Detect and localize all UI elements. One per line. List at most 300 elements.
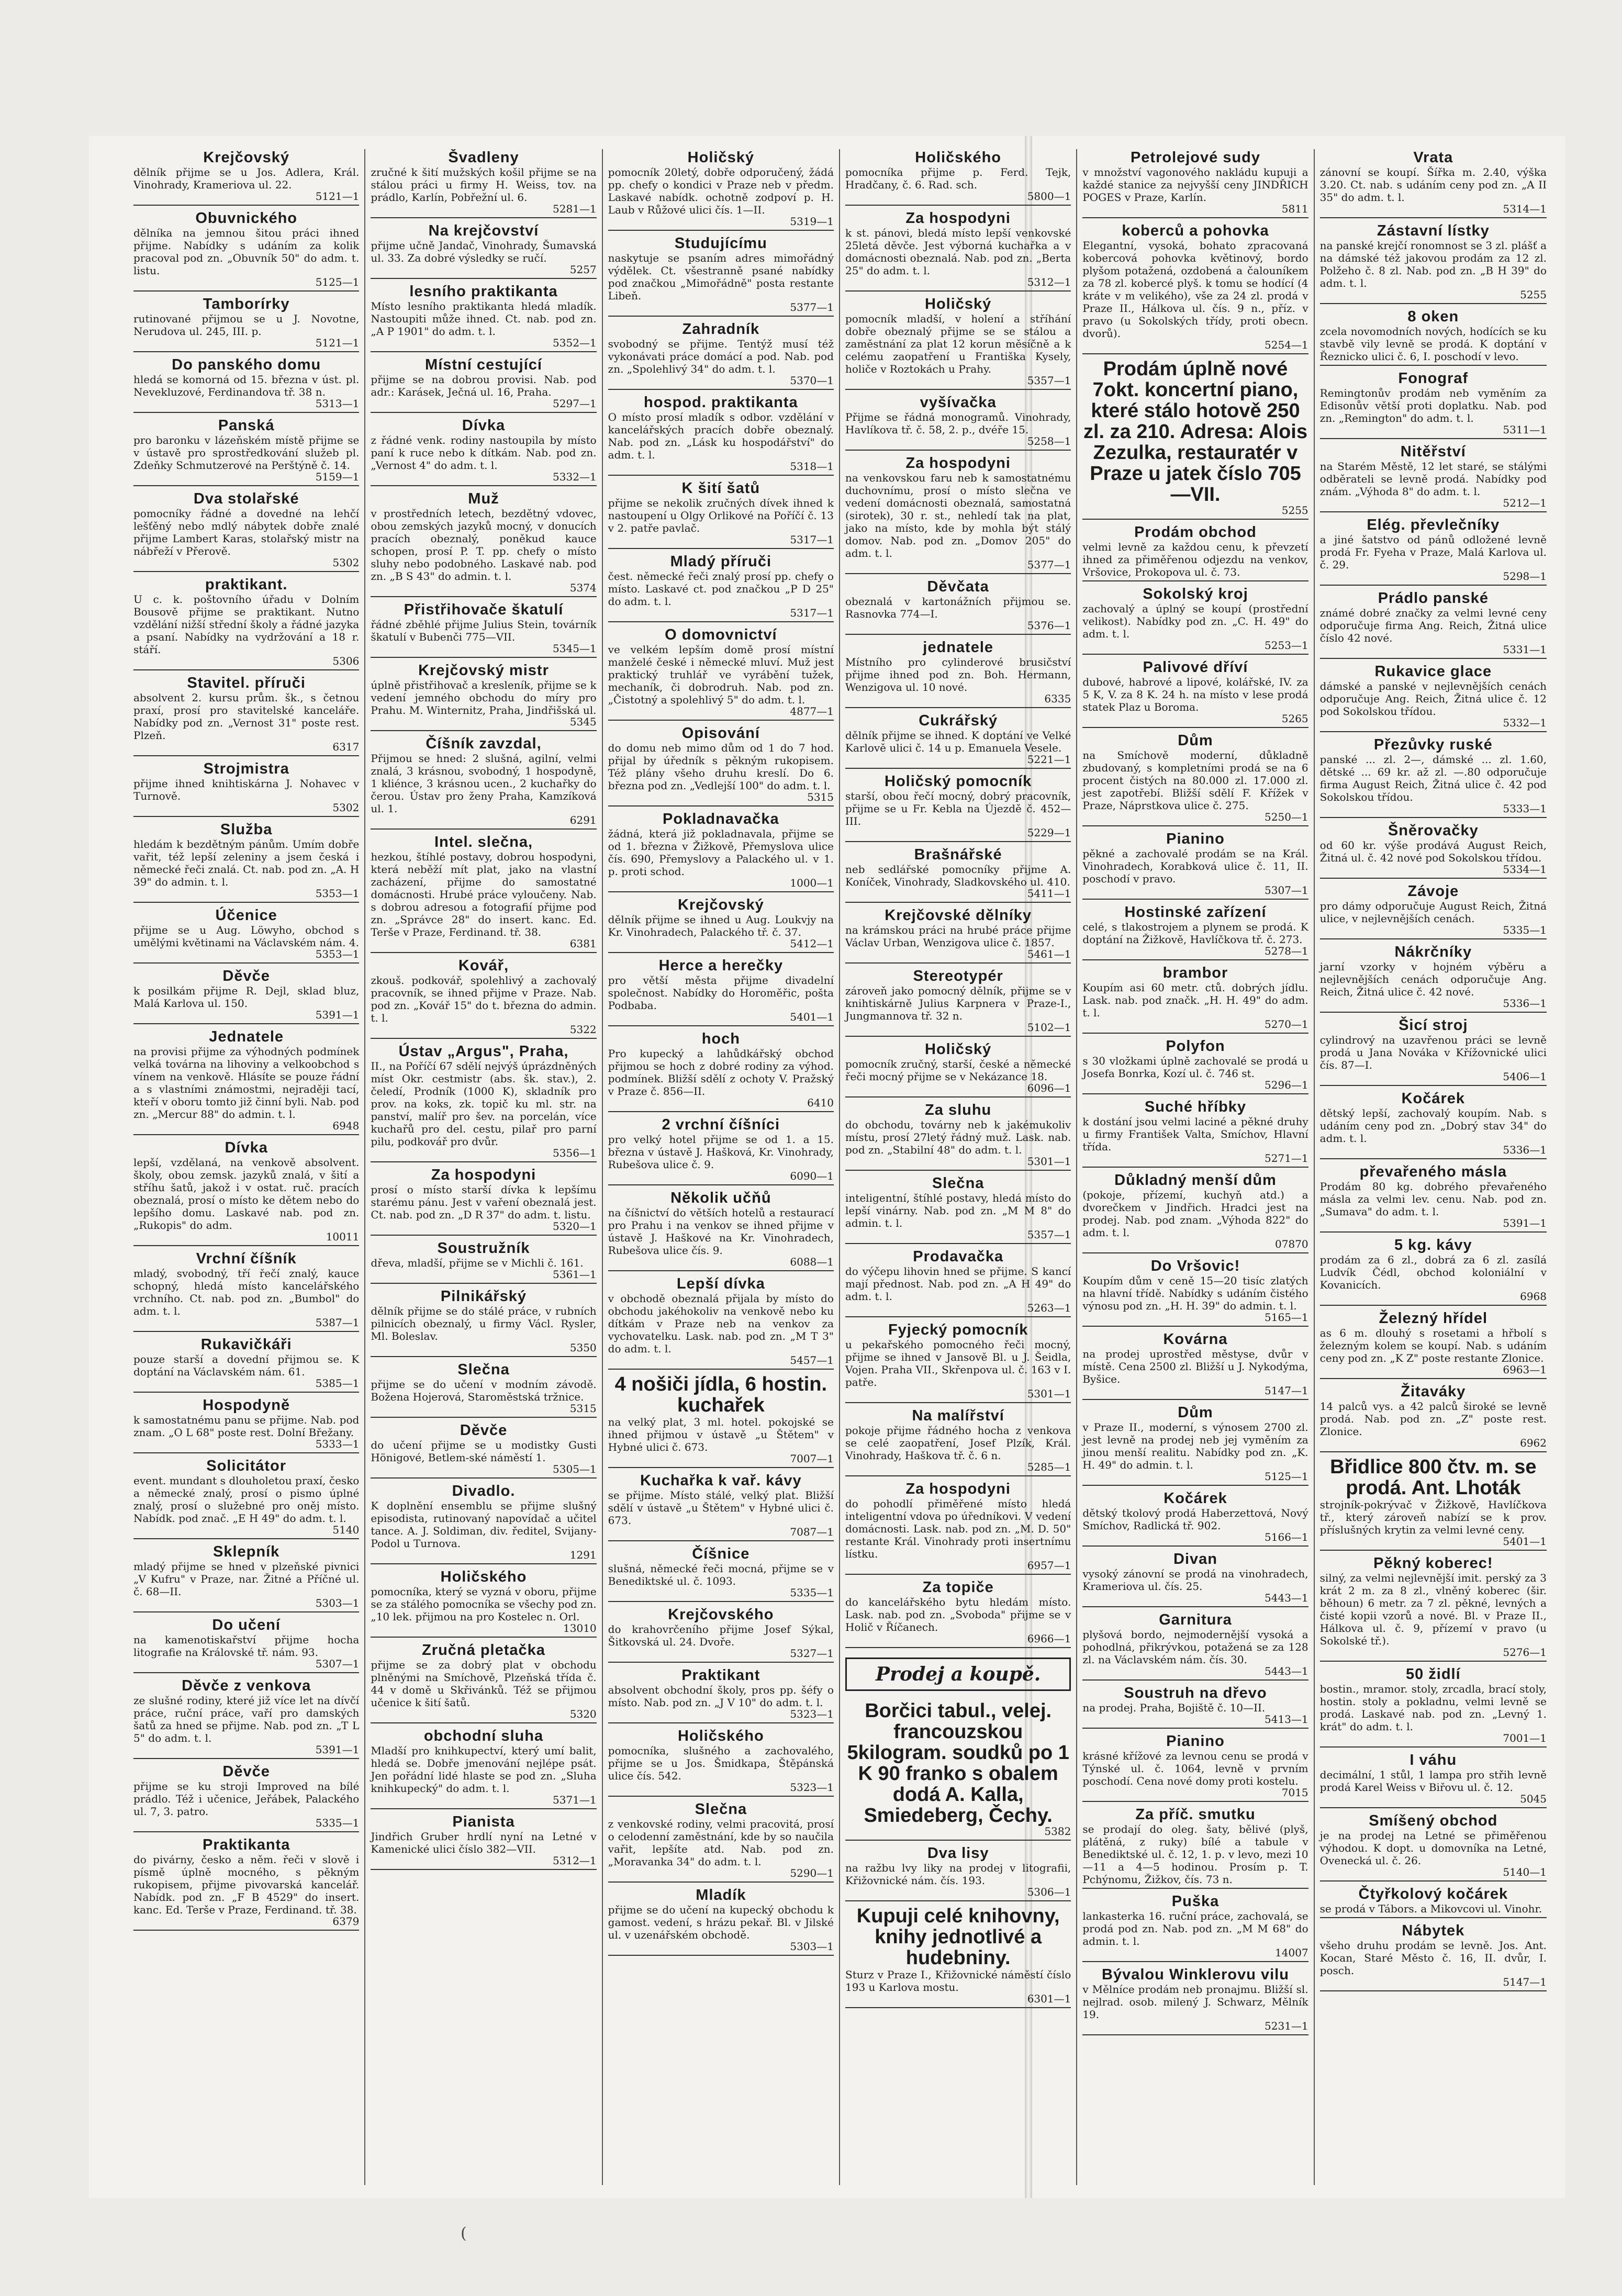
- ad-heading: Vrchní číšník: [196, 1250, 297, 1267]
- ad-body: dětský lepší, zachovalý koupím. Nab. s udáním ceny pod zn. „Dobrý stav 34" do adm. t. l.: [1319, 1107, 1547, 1145]
- ad-code: 5323—1: [790, 1708, 834, 1720]
- classified-ad: [1320, 883, 1547, 939]
- ad-heading: Dívka: [462, 417, 506, 434]
- ad-body: na kamenotiskařství přijme hocha litografie na Královské tř. nám. 93.: [133, 1633, 360, 1659]
- ad-body: do domu neb mimo dům od 1 do 7 hod. přijal by úředník s pěkným rukopisem. Též plány všeho druhu kreslí. Do 6. března pod zn. „Vedlejší 100" do adm. t. l.: [608, 742, 834, 792]
- ad-code: 5323—1: [790, 1781, 834, 1794]
- ad-divider: [845, 1036, 1071, 1037]
- ad-body: Místního pro cylinderové brusičství přijme ihned pod zn. Boh. Hermann, Wenzigova ul. 10 nové.: [845, 656, 1071, 693]
- ad-code: 5374: [569, 581, 597, 594]
- ad-heading: Panská: [218, 417, 275, 434]
- classified-ad: [1082, 732, 1308, 826]
- ad-divider: [1082, 825, 1308, 826]
- ad-code: 5332—1: [1503, 716, 1547, 729]
- ad-code: 5166—1: [1265, 1531, 1308, 1543]
- ad-divider: [845, 1647, 1071, 1648]
- ad-heading: Polyfon: [1166, 1038, 1225, 1055]
- ad-body: Remingtonův prodám neb vyměním za Edisonův větší proti doplatku. Nab. pod zn. „Remington" do adm. t. l.: [1319, 387, 1547, 424]
- ad-code: 5413—1: [1265, 1713, 1308, 1726]
- ad-divider: [1320, 1550, 1547, 1551]
- ad-code: 5443—1: [1265, 1665, 1308, 1677]
- classified-ad: [845, 1700, 1071, 1841]
- ad-heading: Solicitátor: [206, 1458, 287, 1474]
- ad-divider: [371, 1563, 596, 1564]
- ad-heading: Borčici tabul., velej. francouzskou 5kilogram. soudků po 1 K 90 franko s obalem dodá A. Kalla, Smiedeberg, Čechy.: [847, 1700, 1069, 1827]
- classified-ad: [608, 1374, 834, 1468]
- ad-heading: Šicí stroj: [1399, 1017, 1468, 1034]
- ad-code: 4877—1: [790, 705, 834, 718]
- ad-code: 5254—1: [1265, 339, 1308, 351]
- ad-divider: [1082, 1545, 1308, 1547]
- classified-ad: [1082, 1258, 1308, 1327]
- classified-ad: [133, 417, 359, 486]
- classified-ad: [1082, 1172, 1308, 1253]
- ad-divider: [371, 1235, 596, 1236]
- ad-body: (pokoje, přízemí, kuchyň atd.) a dvorečkem v Jindřich. Hradci jest na prodej. Nab. pod znam. „Výhoda 822" do adm. t. l.: [1082, 1189, 1308, 1239]
- classified-ad: [371, 417, 596, 486]
- ad-code: 10011: [326, 1230, 360, 1243]
- ad-heading: K šití šatů: [681, 480, 760, 497]
- ad-divider: [133, 1831, 359, 1832]
- ad-body: cylindrový na uzavřenou práci se levně prodá u Jana Nováka v Křížovnické ulici čís. 87—I.: [1319, 1034, 1547, 1071]
- ad-heading: Dva stolařské: [193, 490, 299, 507]
- ad-heading: Petrolejové sudy: [1130, 149, 1261, 166]
- ad-divider: [1082, 1728, 1308, 1729]
- classified-ad: [133, 1836, 359, 1931]
- classified-ad: [608, 1606, 834, 1663]
- ad-code: 5270—1: [1265, 1018, 1308, 1031]
- classified-ad: [1082, 1038, 1308, 1094]
- classified-ad: [845, 578, 1071, 635]
- ad-heading: Pěkný koberec!: [1373, 1555, 1493, 1572]
- ad-divider: [1082, 899, 1308, 900]
- ad-heading: Prodám obchod: [1134, 524, 1257, 541]
- classified-ad: [608, 149, 834, 231]
- ad-heading: Za hospodyni: [905, 1481, 1011, 1497]
- classified-ad: [845, 1041, 1071, 1097]
- ad-heading: Suché hříbky: [1144, 1099, 1247, 1115]
- ad-divider: [845, 1475, 1071, 1476]
- ad-divider: [845, 2007, 1071, 2008]
- classified-ad: [133, 1677, 359, 1759]
- ad-code: 5165—1: [1265, 1311, 1308, 1324]
- ad-code: 5331—1: [1503, 643, 1547, 656]
- ad-body: do krahovrčeního přijme Josef Sýkal, Šitkovská ul. 24. Dvoře.: [608, 1623, 834, 1648]
- ad-divider: [608, 805, 834, 807]
- ad-heading: Žitaváky: [1401, 1383, 1466, 1400]
- ad-body: přijme se do učení na kupecký obchodu k gamost. vedení, s hrázu pekař. Bl. v Jilské ul. v uzenářském obchodě.: [608, 1903, 834, 1941]
- classified-ad: [1320, 1457, 1547, 1551]
- ad-heading: Děvče z venkova: [182, 1677, 311, 1694]
- ad-divider: [371, 657, 596, 658]
- ad-body: do kancelářského bytu hledám místo. Lask. nab. pod zn. „Svoboda" přijme se v Holič v Říčanech.: [845, 1596, 1071, 1633]
- ad-heading: Jednatele: [209, 1028, 284, 1045]
- ad-body: pomocníka přijme p. Ferd. Tejk, Hradčany, č. 6. Rad. sch.: [845, 166, 1071, 191]
- ad-code: 5411—1: [1027, 887, 1071, 900]
- ad-code: 7087—1: [790, 1526, 834, 1538]
- ad-divider: [1082, 1679, 1308, 1681]
- ad-divider: [1320, 731, 1547, 732]
- ad-body: na prodej uprostřed městyse, dvůr v místě. Cena 2500 zl. Bližší u J. Nykodýma, Byšice.: [1082, 1348, 1308, 1385]
- ad-heading: Několik učňů: [670, 1190, 771, 1206]
- ad-code: 6963—1: [1503, 1363, 1547, 1376]
- ad-heading: Krejčovský: [677, 897, 764, 913]
- ad-divider: [845, 1096, 1071, 1097]
- ad-heading: Prodám úplně nové 7okt. koncertní piano, které stálo hotově 250 zl. za 210. Adresa: Alois Zezulka, restauratér v Praze u jatek číslo 705—VII.: [1083, 358, 1307, 506]
- ad-body: obeznalá v kartonážních přijmou se. Rasnovka 774—I.: [845, 595, 1071, 620]
- classified-ad: [1320, 736, 1547, 818]
- ad-divider: [371, 1869, 596, 1870]
- ad-divider: [133, 1611, 359, 1612]
- ad-heading: Holičský: [925, 1041, 992, 1058]
- ad-heading: Čtyřkolový kočárek: [1358, 1886, 1508, 1902]
- classified-ad: [845, 639, 1071, 708]
- ad-code: 5317—1: [790, 533, 834, 546]
- classified-ad: [1082, 1893, 1308, 1962]
- ad-code: 5457—1: [790, 1354, 834, 1367]
- ad-body: u pekařského pomocného řeči mocný, přijme se ihned v Jansově Bl. u J. Šeidla, Vojen. Praha VII., Skřenpova ul. č. 163 v I. patře.: [845, 1338, 1071, 1388]
- ad-heading: Krejčovské dělníky: [885, 907, 1032, 924]
- ad-heading: vyšívačka: [920, 394, 997, 411]
- ad-divider: [1082, 1093, 1308, 1094]
- ad-divider: [1320, 938, 1547, 939]
- ad-divider: [371, 1808, 596, 1809]
- classified-ad: [1082, 965, 1308, 1034]
- ad-divider: [608, 389, 834, 390]
- ad-code: 5391—1: [315, 1743, 360, 1756]
- ad-divider: [1082, 1033, 1308, 1034]
- ad-heading: Krejčovský mistr: [418, 662, 549, 679]
- ad-code: 5401—1: [1503, 1535, 1547, 1548]
- ad-body: ve velkém lepším domě prosí místní manželé české i německé mluví. Muž jest praktický truhlář ve vyrábění tužek, mechaník, či dobrodruh. Nab. pod zn. „Čistotný a spolehlivý 5" do adm. t. l.: [608, 643, 834, 706]
- ad-heading: Zahradník: [682, 321, 760, 338]
- classified-ad: [845, 1906, 1071, 2008]
- classified-ad: [371, 1240, 596, 1284]
- classified-ad: [1082, 831, 1308, 900]
- ad-code: 5315: [569, 1402, 597, 1415]
- ad-code: 5357—1: [1027, 1228, 1071, 1241]
- classified-ad: [608, 1275, 834, 1370]
- ad-heading: Pokladnavačka: [663, 811, 779, 827]
- ad-heading: Krejčovský: [203, 149, 290, 166]
- ad-divider: [371, 1417, 596, 1418]
- ad-body: dělník přijme se ihned. K doptání ve Velké Karlově ulici č. 14 u p. Emanuela Vesele.: [845, 729, 1071, 754]
- ad-divider: [133, 412, 359, 413]
- ad-heading: Pianista: [452, 1813, 515, 1830]
- ad-heading: 50 židlí: [1405, 1666, 1461, 1683]
- ad-divider: [133, 1134, 359, 1135]
- ad-code: 5140: [332, 1524, 360, 1536]
- ad-body: zánovní se koupí. Šířka m. 2.40, výška 3.20. Ct. nab. s udáním ceny pod zn. „A II 35" do adm. t. l.: [1319, 166, 1547, 204]
- ad-body: dětský tkolový prodá Haberzettová, Nový Smíchov, Radlická tř. 902.: [1082, 1507, 1308, 1532]
- ad-divider: [371, 1038, 596, 1039]
- classified-ad: [845, 296, 1071, 390]
- classified-ad: [371, 1043, 596, 1162]
- classified-ad: [371, 1288, 596, 1357]
- ad-heading: Číšnice: [692, 1545, 750, 1562]
- ad-body: pomocníky řádné a dovedné na lehčí lešťěný nebo mdlý nábytek dobře znalé přijme Lambert Karas, stolařský mistr na nábřeží v Přerově.: [133, 507, 360, 557]
- ad-code: 5345: [569, 715, 597, 728]
- classified-ad: [133, 576, 359, 670]
- ad-heading: Zručná pletačka: [422, 1642, 545, 1659]
- ad-heading: hospod. praktikanta: [644, 394, 798, 411]
- ad-code: 5265: [1281, 712, 1308, 725]
- classified-ad: [1320, 1017, 1547, 1086]
- ad-heading: Sokolský kroj: [1143, 586, 1248, 602]
- ad-heading: Prodavačka: [913, 1248, 1004, 1265]
- ad-divider: [608, 720, 834, 721]
- ad-body: známé dobré značky za velmi levné ceny odporučuje firma Ang. Reich, Žitná ulice číslo 42 nové.: [1319, 607, 1547, 644]
- ad-code: 5361—1: [553, 1268, 597, 1281]
- ad-heading: Divadlo.: [452, 1483, 516, 1499]
- ad-heading: Za příč. smutku: [1135, 1806, 1256, 1823]
- classified-ad: [133, 1543, 359, 1612]
- ad-divider: [608, 1184, 834, 1185]
- ad-body: as 6 m. dlouhý s rosetami a hřbolí s železným kolem se koupí. Nab. s udáním ceny pod zn. „K Z" poste restante Zlonice.: [1319, 1327, 1547, 1364]
- ad-body: z řádné venk. rodiny nastoupila by místo paní k ruce nebo k dítkám. Nab. pod zn. „Vernost 4" do adm. t. l.: [371, 434, 597, 472]
- ad-heading: Nábytek: [1402, 1922, 1465, 1939]
- ad-divider: [371, 952, 596, 953]
- ad-body: mladý, svobodný, tří řečí znalý, kauce schopný, hledá místo kancelářského vrchního. Ct. nab. pod zn. „Bumbol" do adm. t. l.: [133, 1267, 360, 1317]
- ad-heading: Rukavice glace: [1374, 663, 1492, 680]
- classified-ad: [845, 968, 1071, 1037]
- ad-divider: [1082, 519, 1308, 520]
- ad-heading: lesního praktikanta: [409, 283, 558, 300]
- ad-heading: Muž: [468, 490, 499, 507]
- ad-body: absolvent obchodní školy, pros pp. šéfy o místo. Nab. pod zn. „J V 10" do adm. t. l.: [608, 1684, 834, 1709]
- classified-ad: [845, 1321, 1071, 1403]
- ad-body: neb sedlářské pomocníky přijme A. Koníček, Vinohrady, Sladkovského ul. 410.: [845, 863, 1071, 888]
- ad-heading: Cukrářský: [919, 712, 998, 729]
- ad-heading: Děvče: [222, 1763, 270, 1780]
- ad-divider: [133, 1392, 359, 1393]
- ad-divider: [133, 1331, 359, 1332]
- ad-body: do pivárny, česko a něm. řeči v slově i písmě úplně mocného, s pěkným rukopisem, přijme pivovarská kancelář. Nabídk. pod zn. „F B 4529" do insert. kanc. Ed. Terše v Praze, Ferdinand. tř. 38.: [133, 1853, 360, 1916]
- ad-body: decimální, 1 stůl, 1 lampa pro střih levně prodá Karel Weiss v Biřovu ul. č. 12.: [1319, 1768, 1547, 1794]
- ad-body: od 60 kr. výše prodává August Reich, Žitná ul. č. 42 nové pod Sokolskou třídou.: [1319, 839, 1547, 864]
- section-heading-prodej-a-koupe: Prodej a koupě.: [845, 1657, 1071, 1691]
- ad-heading: Služba: [220, 821, 273, 838]
- ad-code: 5159—1: [315, 471, 360, 483]
- ad-code: 5320—1: [553, 1220, 597, 1233]
- ad-body: a jiné šatstvo od pánů odložené levně prodá Fr. Fyeha v Praze, Malá Karlova ul. č. 29.: [1319, 533, 1547, 571]
- classified-ad: [371, 1642, 596, 1723]
- classified-ad: [1320, 1922, 1547, 1991]
- classified-ad: [133, 356, 359, 413]
- ad-code: 5278—1: [1265, 945, 1308, 957]
- ad-body: Přijme se řádná monogramů. Vinohrady, Havlíkova tř. č. 58, 2. p., dvéře 15.: [845, 411, 1071, 436]
- ad-heading: Dívka: [225, 1139, 268, 1156]
- ad-heading: Stereotypér: [913, 968, 1003, 984]
- ad-body: mladý přijme se hned v plzeňské pivnici „V Kufru" v Praze, nar. Žitné a Příčné ul. č. 68—II.: [133, 1560, 360, 1598]
- ad-heading: jednatele: [923, 639, 994, 656]
- ad-body: zcela novomodních nových, hodících se ku stavbě vily levně se prodá. K doptání v Řeznicko ulici č. 6, I. poschodí v levo.: [1319, 325, 1547, 363]
- ad-divider: [845, 634, 1071, 635]
- ad-code: 5045: [1520, 1793, 1547, 1805]
- ad-heading: Fonograf: [1398, 370, 1469, 387]
- ad-divider: [371, 1356, 596, 1357]
- ad-body: pomocník zručný, starší, české a německé řeči mocný přijme se v Nekázance 18.: [845, 1058, 1071, 1083]
- ad-body: se přijme. Místo stálé, velký plat. Bližší sdělí v ústavě „u Štětem" v Hybné ulici č. 673.: [608, 1489, 834, 1527]
- ad-body: pokoje přijme řádného hocha z venkova se celé zaopatření, Josef Plzík, Král. Vinohrady, Haškova tř. č. 6 n.: [845, 1424, 1071, 1462]
- ad-body: Prodám 80 kg. dobrého převařeného másla za velmi lev. cenu. Nab. pod zn. „Sumava" do adm. t. l.: [1319, 1180, 1547, 1218]
- ad-body: dělníka na jemnou šitou práci ihned přijme. Nabídky s udáním za kolik pracoval pod zn. „Obuvník 50" do adm. t. listu.: [133, 227, 360, 277]
- ad-body: řádné zběhlé přijme Julius Stein, továrník škatulí v Bubenči 775—VII.: [371, 618, 597, 643]
- ad-code: 5800—1: [1027, 190, 1071, 203]
- ad-heading: Mladík: [696, 1887, 746, 1903]
- ad-heading: Kočárek: [1401, 1090, 1466, 1107]
- ad-heading: Nákrčníky: [1394, 944, 1472, 960]
- ad-code: 5401—1: [790, 1011, 834, 1023]
- ad-body: Elegantní, vysoká, bohato zpracovaná kobercová pohovka květinový, bordo plyšom potažená, ozdobená a čalouníkem za 78 zl. kobercé plyš. k tomu se hodící (4 kráte v m velikého), vše za 24 zl. prodá v Praze II., Hálkova ul. čís. 9 n., příz. v pravo (u Sokolských třídy, proti obecn. dvorů).: [1082, 239, 1308, 340]
- ad-divider: [608, 316, 834, 317]
- ad-divider: [133, 669, 359, 670]
- ad-heading: Hostinské zařízení: [1124, 904, 1267, 921]
- ad-divider: [133, 485, 359, 486]
- classified-ad: [845, 1845, 1071, 1901]
- ad-heading: Železný hřídel: [1379, 1310, 1488, 1327]
- ad-code: 5334—1: [1503, 863, 1547, 876]
- classified-ad: [133, 907, 359, 964]
- ad-body: hledá se komorná od 15. března v úst. pl. Nevekluzové, Ferdinandova tř. 38 n.: [133, 373, 360, 398]
- ad-heading: Lepší dívka: [676, 1275, 765, 1292]
- ad-heading: Kupuji celé knihovny, knihy jednotlivé a hudebniny.: [856, 1905, 1060, 1969]
- ad-divider: [1320, 1807, 1547, 1808]
- ad-heading: koberců a pohovka: [1122, 222, 1269, 239]
- ad-body: Pro kupecký a lahůdkářský obchod přijmou se hoch z dobré rodiny za výhod. podmínek. Bližší sdělí z ochoty V. Pražský v Praze č. 856—II.: [608, 1047, 834, 1097]
- classified-ad: [371, 222, 596, 279]
- ad-divider: [608, 1467, 834, 1468]
- ad-code: 5301—1: [1027, 1155, 1071, 1168]
- classified-ad: [1320, 222, 1547, 304]
- ad-heading: Opisování: [681, 725, 760, 742]
- ad-code: 5102—1: [1027, 1021, 1071, 1034]
- ad-code: 6291: [569, 814, 597, 826]
- ad-body: pro dámy odporučuje August Reich, Žitná ulice, v nejlevnějších cenách.: [1319, 900, 1547, 925]
- ad-divider: [133, 1023, 359, 1024]
- ad-body: do výčepu lihovin hned se přijme. S kancí mají přednost. Nab. pod zn. „A H 49" do adm. t. l.: [845, 1265, 1071, 1303]
- ad-divider: [1320, 1012, 1547, 1013]
- classified-ad: [608, 321, 834, 390]
- ad-code: 5302: [332, 801, 360, 814]
- ad-heading: Obuvnického: [195, 210, 298, 227]
- ad-divider: [1082, 353, 1308, 354]
- ad-code: 5350: [569, 1341, 597, 1354]
- ad-code: 5385—1: [315, 1377, 360, 1390]
- ad-divider: [1082, 1252, 1308, 1253]
- ad-code: 5312—1: [553, 1854, 597, 1867]
- classified-ad: [608, 811, 834, 892]
- ad-body: absolvent 2. kursu prům. šk., s četnou praxí, prosí pro stavitelské kanceláře. Nabídky pod zn. „Vernost 31" poste rest. Plzeň.: [133, 691, 360, 742]
- classified-ad: [1082, 586, 1308, 655]
- ad-code: 1291: [569, 1549, 597, 1561]
- classified-ad: [1320, 663, 1547, 732]
- classified-ad: [608, 1667, 834, 1723]
- column-4: [840, 149, 1077, 2185]
- ad-body: rutinované přijmou se u J. Novotne, Nerudova ul. 245, III. p.: [133, 312, 360, 338]
- ad-body: k posilkám přijme R. Dejl, sklad bluz, Malá Karlova ul. 150.: [133, 984, 360, 1010]
- ad-divider: [371, 412, 596, 413]
- ad-heading: Mladý příruči: [670, 553, 772, 570]
- ad-heading: Číšník zavzdal,: [426, 735, 542, 752]
- ad-heading: Místní cestující: [425, 356, 542, 373]
- classified-ad: [133, 210, 359, 292]
- ad-code: 5281—1: [553, 203, 597, 215]
- ad-body: lepší, vzdělaná, na venkově absolvent. školy, obou zemsk. jazyků znalá, v šití a stříhu šatů, jakož i v ostat. ruč. pracích obeznalá, prosí o místo ke dětem nebo do lepšího domu. Laskavé nab. pod zn. „Rukopis" do adm.: [133, 1156, 360, 1231]
- classified-ad: [608, 725, 834, 807]
- ad-code: 5391—1: [1503, 1217, 1547, 1229]
- classified-ad: [371, 735, 596, 830]
- ad-code: 5258—1: [1027, 435, 1071, 447]
- ad-divider: [845, 707, 1071, 708]
- ad-heading: Děvče: [460, 1422, 508, 1439]
- ad-body: na číšnictví do větších hotelů a restaurací pro Prahu i na venkov se ihned přijme v ústavě J. Haškové na Kr. Vinohradech, Rubešova ulice čís. 9.: [608, 1206, 834, 1257]
- ad-body: II., na Poříčí 67 sdělí nejvýš úprázdněných míst Okr. cestmistr (abs. šk. stav.), 2. čeledí, Prodník (1000 K), skladník pro prov. na koks, zk. topič ku ml. str. na panství, malíř pro šev. na porcelán, více kuchařů pro del. cestu, pilař pro parní pilu, podkovář pro dvůr.: [371, 1060, 597, 1148]
- ad-divider: [1082, 1167, 1308, 1168]
- ad-heading: Kočárek: [1164, 1490, 1227, 1507]
- ad-body: inteligentní, štíhlé postavy, hledá místo do lepší vinárny. Nab. pod zn. „M M 8" do admin. t. l.: [845, 1192, 1071, 1229]
- ad-code: 5353—1: [315, 948, 360, 960]
- ad-heading: Divan: [1173, 1551, 1217, 1567]
- ad-heading: Dům: [1178, 732, 1213, 749]
- classified-ad: [133, 296, 359, 352]
- ad-heading: Za hospodyni: [905, 210, 1011, 227]
- ad-heading: Dům: [1178, 1404, 1213, 1421]
- ad-heading: Praktikant: [681, 1667, 760, 1684]
- ad-code: 6096—1: [1027, 1082, 1071, 1094]
- ad-code: 6948: [332, 1119, 360, 1132]
- classified-ad: [133, 1617, 359, 1673]
- ad-heading: 4 nošiči jídla, 6 hostin. kuchařek: [614, 1373, 827, 1416]
- classified-ad: [608, 553, 834, 622]
- ad-body: pro větší města přijme divadelní společnost. Nabídky do Horoměřic, pošta Podbaba.: [608, 974, 834, 1012]
- classified-ad: [845, 1481, 1071, 1575]
- ad-divider: [608, 230, 834, 231]
- ad-divider: [845, 205, 1071, 206]
- classified-ad: [371, 490, 596, 597]
- ad-divider: [133, 290, 359, 292]
- ad-code: 5271—1: [1265, 1152, 1308, 1164]
- ad-code: 5301—1: [1027, 1387, 1071, 1400]
- ad-divider: [371, 485, 596, 486]
- ad-body: na krámskou práci na hrubé práce přijme Václav Urban, Wenzigova ulice č. 1857.: [845, 924, 1071, 949]
- classified-ad: [845, 773, 1071, 842]
- classified-ad: [845, 1579, 1071, 1648]
- ad-body: prodám za 6 zl., dobrá za 6 zl. zasílá Ludvík Čédl, obchod koloniální v Kovanicích.: [1319, 1253, 1547, 1291]
- ad-code: 5121—1: [315, 190, 360, 203]
- ad-body: Sturz v Praze I., Křižovnické náměstí číslo 193 u Karlova mostu.: [845, 1968, 1071, 1993]
- ad-heading: Pianino: [1166, 831, 1225, 847]
- ad-body: U c. k. poštovního úřadu v Dolním Bousově přijme se praktikant. Nutno vzdělání nižší střední školy a řádné jazyka a psaní. Nabídky na vydržování a 18 r. stáří.: [133, 593, 360, 656]
- classified-ad: [371, 1813, 596, 1870]
- ad-divider: [608, 1881, 834, 1883]
- ad-divider: [1320, 1378, 1547, 1379]
- ad-code: 13010: [563, 1622, 597, 1634]
- ad-code: 5336—1: [1503, 997, 1547, 1010]
- ad-divider: [371, 351, 596, 352]
- ad-divider: [1320, 217, 1547, 218]
- ad-heading: Břidlice 800 čtv. m. se prodá. Ant. Lhoták: [1330, 1456, 1537, 1499]
- ad-body: prosí o místo starší dívka k lepšímu starému pánu. Jest v vaření obeznalá jest. Ct. nab. pod zn. „D R 37" do adm. t. listu.: [371, 1183, 597, 1221]
- ad-divider: [371, 1637, 596, 1638]
- ad-body: v Praze II., moderní, s výnosem 2700 zl. jest levně na prodej neb jej vyměním za jinou menší realitu. Nabídky pod zn. „K. H. 49" do admin. t. l.: [1082, 1421, 1308, 1471]
- ad-divider: [845, 389, 1071, 390]
- classified-ad: [133, 1250, 359, 1332]
- ad-body: přijme se nekolik zručných dívek ihned k nastoupení u Olgy Orlikové na Poříčí č. 13 v 2. patře pavlač.: [608, 497, 834, 534]
- ad-body: do obchodu, továrny neb k jakémukoliv místu, prosí 27letý řádný muž. Lask. nab. pod zn. „Stabilní 48" do adm. t. l.: [845, 1118, 1071, 1156]
- ad-code: 6090—1: [790, 1170, 834, 1182]
- ad-heading: Švadleny: [448, 149, 519, 166]
